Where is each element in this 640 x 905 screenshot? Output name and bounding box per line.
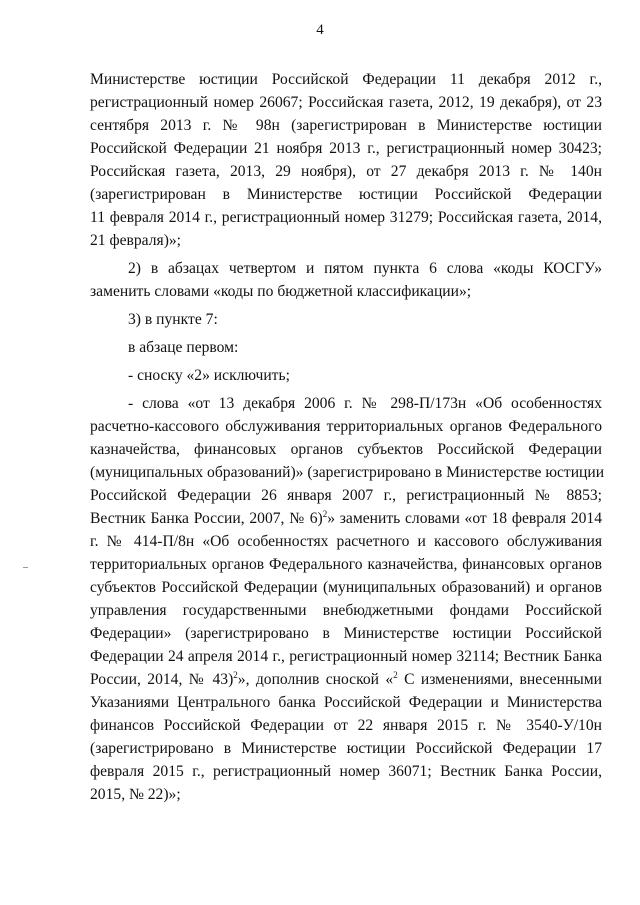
body-line: (зарегистрирован в Министерстве юстиции Российской Федерации	[90, 186, 602, 203]
body-line: февраля 2015 г., регистрационный номер 36071; Вестник Банка России,	[90, 763, 602, 780]
body-line: г. № 414-П/8н «Об особенностях расчетного и кассового обслуживания	[90, 533, 602, 550]
footnote-mark: 2	[322, 508, 328, 519]
body-line: Российской Федерации 21 ноября 2013 г., регистрационный номер 30423;	[90, 140, 602, 157]
body-line: заменить словами «коды по бюджетной классификации»;	[90, 283, 472, 300]
body-line: расчетно-кассового обслуживания территориальных органов Федерального	[90, 418, 602, 435]
scan-mark	[23, 567, 28, 568]
body-line: - сноску «2» исключить;	[128, 367, 290, 384]
body-line: Министерстве юстиции Российской Федерации 11 декабря 2012 г.,	[90, 71, 602, 88]
line-segment: » заменить словами «от 18 февраля 2014	[327, 510, 602, 527]
body-line: субъектов Российской Федерации (муниципальных образований) и органов	[90, 579, 602, 596]
body-line: сентября 2013 г. № 98н (зарегистрирован в Министерстве юстиции	[90, 117, 602, 134]
body-line: (муниципальных образований)» (зарегистрировано в Министерстве юстиции	[90, 464, 605, 481]
page-number: 4	[316, 22, 324, 38]
body-line: территориальных органов Федерального казначейства, финансовых органов	[90, 556, 602, 573]
body-line: 3) в пункте 7:	[128, 311, 218, 328]
footnote-mark: 2	[233, 669, 238, 680]
body-line: регистрационный номер 26067; Российская газета, 2012, 19 декабря), от 23	[90, 94, 602, 111]
body-line: Федерации 24 апреля 2014 г., регистрационный номер 32114; Вестник Банка	[90, 648, 602, 665]
body-line: в абзаце первом:	[128, 339, 239, 356]
body-line: Российской Федерации 26 января 2007 г., регистрационный № 8853;	[90, 487, 602, 504]
body-line: 11 февраля 2014 г., регистрационный номер 31279; Российская газета, 2014,	[90, 209, 602, 226]
body-line: казначейства, финансовых органов субъектов Российской Федерации	[90, 441, 602, 458]
footnote-mark: 2	[393, 669, 398, 680]
line-segment: России, 2014, № 43)	[90, 671, 234, 688]
body-line: 21 февраля)»;	[90, 232, 182, 249]
body-line	[90, 668, 602, 691]
body-line: Указаниями Центрального банка Российской Федерации и Министерства	[90, 694, 602, 711]
body-line: финансов Российской Федерации от 22 января 2015 г. № 3540-У/10н	[90, 717, 602, 734]
document-body	[90, 68, 605, 806]
body-line: - слова «от 13 декабря 2006 г. № 298-П/173н «Об особенностях	[128, 395, 602, 412]
body-line: 2) в абзацах четвертом и пятом пункта 6 слова «коды КОСГУ»	[128, 260, 602, 277]
body-line	[90, 507, 602, 530]
body-line: управления государственными внебюджетными фондами Российской	[90, 602, 602, 619]
body-line: Российская газета, 2013, 29 ноября), от 27 декабря 2013 г. № 140н	[90, 163, 602, 180]
line-segment: С изменениями, внесенными	[397, 671, 602, 688]
line-segment: Вестник Банка России, 2007, № 6)	[90, 510, 323, 527]
body-line: 2015, № 22)»;	[90, 786, 181, 803]
body-line: (зарегистрировано в Министерстве юстиции Российской Федерации 17	[90, 740, 602, 757]
body-line: Федерации» (зарегистрировано в Министерстве юстиции Российской	[90, 625, 602, 642]
line-segment: », дополнив сноской «	[237, 671, 394, 688]
